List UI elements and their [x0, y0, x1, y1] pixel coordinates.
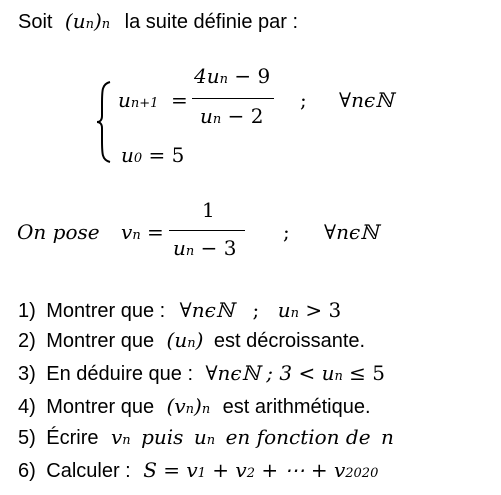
system-eq: =: [171, 88, 188, 112]
system-numerator: 4un − 9: [194, 64, 271, 88]
question-3: 3) En déduire que : ∀nϵℕ ; 3 < un ≤ 5: [18, 361, 386, 385]
intro-line: [18, 9, 298, 37]
pose-forall: ∀nϵℕ: [324, 220, 379, 244]
question-6: 6) Calculer : S = v1 + v2 + ⋯ + v2020: [18, 458, 379, 482]
pose-eq: =: [147, 220, 164, 244]
pose-numerator: 1: [202, 198, 215, 222]
system-forall: ∀nϵℕ: [339, 88, 394, 112]
system-lhs: un+1: [118, 88, 159, 112]
system-separator: ;: [300, 88, 307, 112]
pose-separator: ;: [283, 220, 290, 244]
question-4: 4) Montrer que (vn)n est arithmétique.: [18, 394, 371, 418]
pose-lhs: vn: [121, 220, 141, 244]
pose-denominator: un − 3: [173, 236, 237, 260]
system-fraction-bar: [192, 98, 274, 99]
intro-sequence: (un)n: [64, 9, 111, 33]
system-brace: [96, 80, 114, 164]
system-denominator: un − 2: [200, 104, 264, 128]
pose-label: On pose: [17, 220, 100, 244]
intro-prefix: Soit: [18, 11, 53, 33]
intro-suffix: la suite définie par :: [124, 11, 299, 33]
question-2: 2) Montrer que (un) est décroissante.: [18, 328, 366, 352]
system-initial: u0 = 5: [121, 143, 185, 167]
question-1: 1) Montrer que : ∀nϵℕ ; un > 3: [18, 298, 342, 322]
question-5: 5) Écrire vn puis un en fonction de n: [18, 425, 394, 449]
pose-fraction-bar: [169, 230, 245, 231]
